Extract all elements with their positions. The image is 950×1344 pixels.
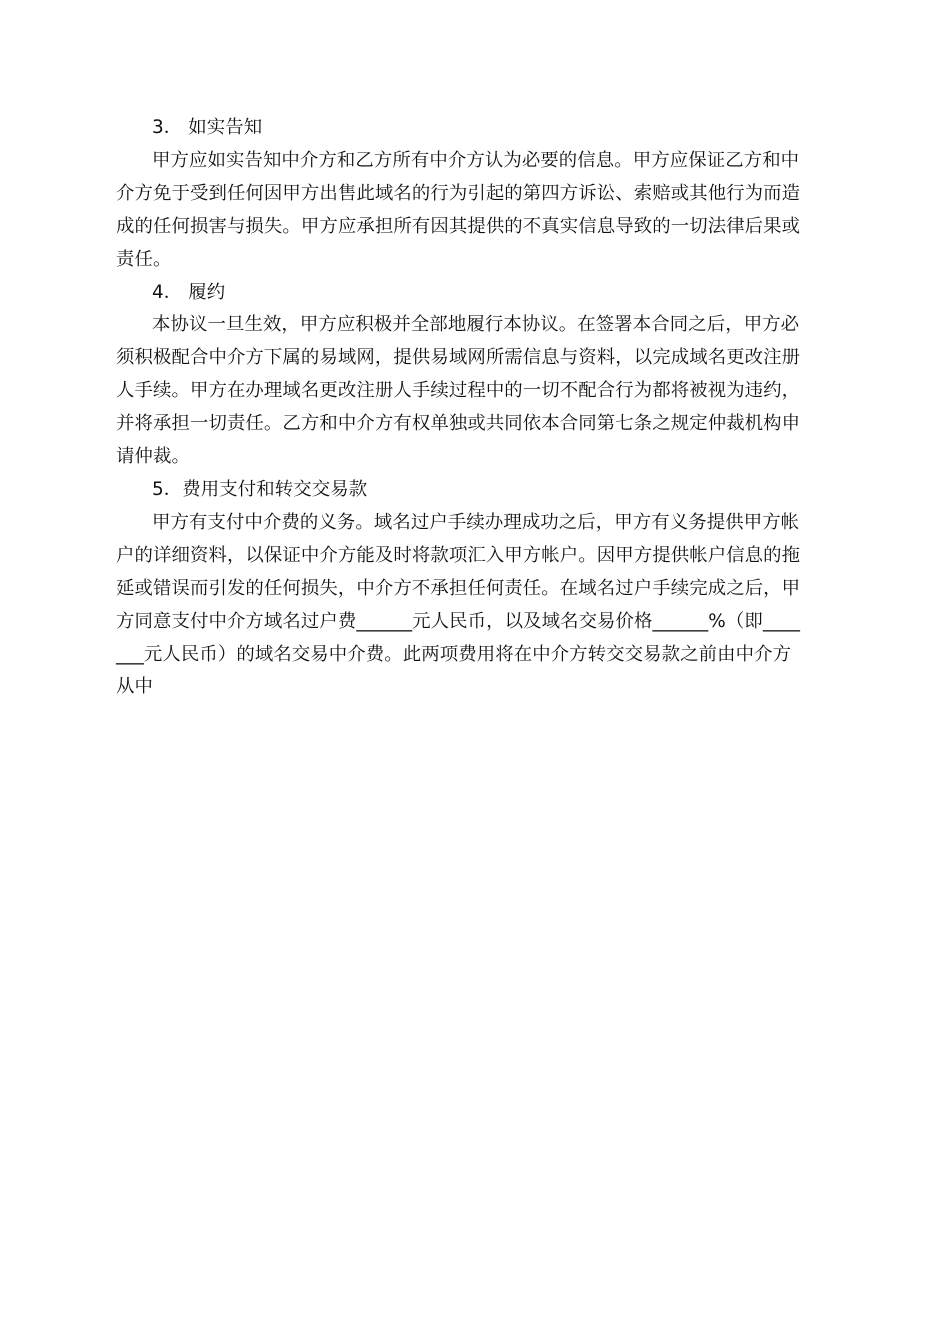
paragraph-line: 人手续。甲方在办理域名更改注册人手续过程中的一切不配合行为都将被视为违约， — [116, 380, 801, 402]
paragraph-line: 请仲裁。 — [116, 446, 190, 468]
paragraph-line: 甲方应如实告知中介方和乙方所有中介方认为必要的信息。甲方应保证乙方和中 — [152, 149, 800, 171]
section-3-paragraph — [116, 145, 828, 277]
paragraph-line: 须积极配合中介方下属的易域网，提供易域网所需信息与资料，以完成域名更改注册 — [116, 347, 801, 369]
paragraph-line: 甲方有支付中介费的义务。域名过户手续办理成功之后，甲方有义务提供甲方帐 — [152, 511, 800, 533]
paragraph-line: 从中 — [116, 676, 153, 698]
paragraph-line: 并将承担一切责任。乙方和中介方有权单独或共同依本合同第七条之规定仲裁机构申 — [116, 413, 801, 435]
paragraph-line: 责任。 — [116, 248, 172, 270]
document-body — [116, 112, 828, 704]
paragraph-line: 成的任何损害与损失。甲方应承担所有因其提供的不真实信息导致的一切法律后果或 — [116, 215, 801, 237]
paragraph-line: 延或错误而引发的任何损失，中介方不承担任何责任。在域名过户手续完成之后，甲 — [116, 577, 801, 599]
paragraph-line: 本协议一旦生效，甲方应积极并全部地履行本协议。在签署本合同之后，甲方必 — [152, 314, 800, 336]
paragraph-line: 方同意支付中介方域名过户费______元人民币，以及域名交易价格______%（即____ — [116, 610, 801, 632]
paragraph-line: ___元人民币）的域名交易中介费。此两项费用将在中介方转交交易款之前由中介方 — [116, 643, 792, 665]
section-4-paragraph — [116, 309, 828, 474]
paragraph-line: 介方免于受到任何因甲方出售此域名的行为引起的第四方诉讼、索赔或其他行为而造 — [116, 182, 801, 204]
section-5-heading: 5．费用支付和转交交易款 — [152, 478, 368, 500]
section-4-heading: 4． 履约 — [152, 281, 226, 303]
paragraph-line: 户的详细资料，以保证中介方能及时将款项汇入甲方帐户。因甲方提供帐户信息的拖 — [116, 544, 801, 566]
section-5-paragraph — [116, 507, 828, 704]
section-3-heading: 3． 如实告知 — [152, 117, 263, 138]
